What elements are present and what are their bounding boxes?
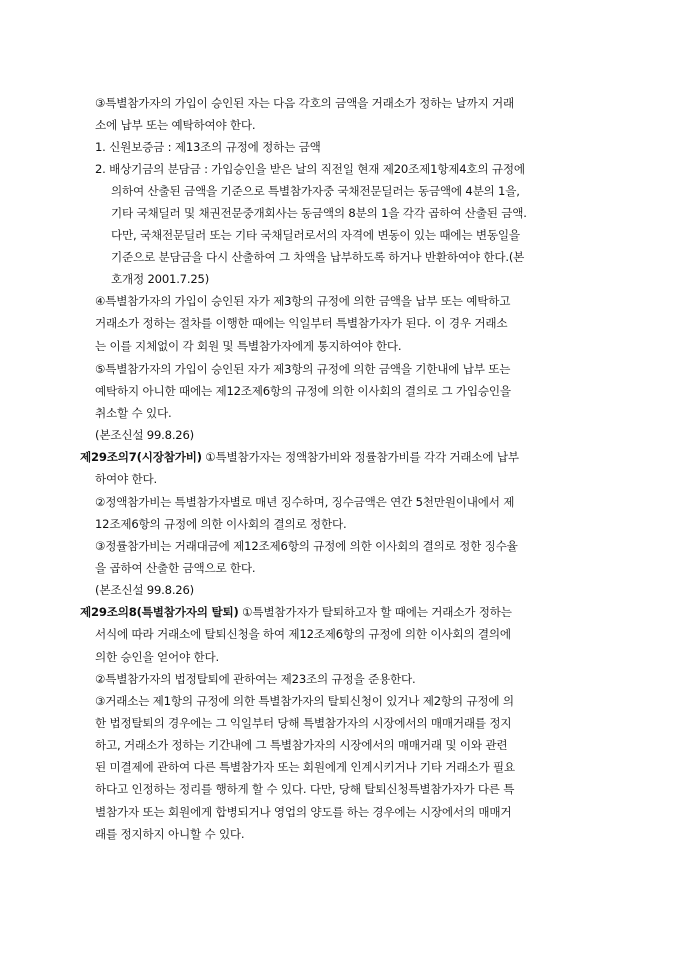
text-line: 별참가자 또는 회원에게 합병되거나 영업의 양도를 하는 경우에는 시장에서의 매매거	[95, 805, 512, 819]
text-line: 한 법정탈퇴의 경우에는 그 익일부터 당해 특별참가자의 시장에서의 매매거래를 정지	[95, 716, 512, 730]
text-line: 거래소가 정하는 절차를 이행한 때에는 익일부터 특별참가자가 된다. 이 경우 거래소	[95, 316, 508, 330]
text-line: (본조신설 99.8.26)	[95, 428, 194, 442]
text-line: 기타 국채딜러 및 채권전문중개회사는 동금액의 8분의 1을 각각 곱하여 산출된 금액.	[111, 206, 527, 220]
text-line: 12조제6항의 규정에 의한 이사회의 결의로 정한다.	[95, 517, 347, 531]
text-line: 하여야 한다.	[95, 472, 157, 486]
text-line: 예탁하지 아니한 때에는 제12조제6항의 규정에 의한 이사회의 결의로 그 가입승인을	[95, 384, 511, 398]
article-heading: 제29조의8(특별참가자의 탈퇴)	[80, 605, 239, 619]
article-text: ①특별참가자는 정액참가비와 정률참가비를 각각 거래소에 납부	[205, 450, 519, 464]
text-line: ④특별참가자의 가입이 승인된 자가 제3항의 규정에 의한 금액을 납부 또는 예탁하고	[95, 294, 511, 308]
text-line: ②특별참가자의 법정탈퇴에 관하여는 제23조의 규정을 준용한다.	[95, 672, 416, 686]
text-line: 의하여 산출된 금액을 기준으로 특별참가자중 국채전문딜러는 동금액에 4분의 1을,	[111, 184, 520, 198]
text-line: 을 곱하여 산출한 금액으로 한다.	[95, 561, 256, 575]
text-line: 취소할 수 있다.	[95, 406, 172, 420]
text-line: 래를 정지하지 아니할 수 있다.	[95, 827, 245, 841]
article-line	[80, 449, 519, 465]
text-line: 다만, 국채전문딜러 또는 기타 국채딜러로서의 자격에 변동이 있는 때에는 변동일을	[111, 228, 520, 242]
text-line: (본조신설 99.8.26)	[95, 583, 194, 597]
text-line: ③특별참가자의 가입이 승인된 자는 다음 각호의 금액을 거래소가 정하는 날까지 거래	[95, 96, 515, 110]
text-line: 기준으로 분담금을 다시 산출하여 그 차액을 납부하도록 하거나 반환하여야 한다.(본	[111, 250, 525, 264]
article-heading: 제29조의7(시장참가비)	[80, 450, 202, 464]
text-line: 호개정 2001.7.25)	[111, 272, 210, 286]
article-text: ①특별참가자가 탈퇴하고자 할 때에는 거래소가 정하는	[242, 605, 512, 619]
text-line: 2. 배상기금의 분담금 : 가입승인을 받은 날의 직전일 현재 제20조제1항제4호의 규정에	[95, 162, 525, 176]
text-line: 하다고 인정하는 정리를 행하게 할 수 있다. 다만, 당해 탈퇴신청특별참가자가 다른 특	[95, 782, 515, 796]
article-line	[80, 604, 512, 620]
text-line: 하고, 거래소가 정하는 기간내에 그 특별참가자의 시장에서의 매매거래 및 이와 관련	[95, 738, 508, 752]
text-line: ⑤특별참가자의 가입이 승인된 자가 제3항의 규정에 의한 금액을 기한내에 납부 또는	[95, 362, 511, 376]
text-line: 된 미결제에 관하여 다른 특별참가자 또는 회원에게 인계시키거나 기타 거래소가 필요	[95, 760, 515, 774]
text-line: 의한 승인을 얻어야 한다.	[95, 650, 219, 664]
text-line: ③정률참가비는 거래대금에 제12조제6항의 규정에 의한 이사회의 결의로 정한 징수율	[95, 539, 518, 553]
text-line: ②정액참가비는 특별참가자별로 매년 징수하며, 징수금액은 연간 5천만원이내에서 제	[95, 495, 515, 509]
text-line: 1. 신원보증금 : 제13조의 규정에 정하는 금액	[95, 140, 321, 154]
text-line: 는 이를 지체없이 각 회원 및 특별참가자에게 통지하여야 한다.	[95, 339, 402, 353]
text-line: 소에 납부 또는 예탁하여야 한다.	[95, 118, 256, 132]
text-line: 서식에 따라 거래소에 탈퇴신청을 하여 제12조제6항의 규정에 의한 이사회의 결의에	[95, 627, 511, 641]
text-line: ③거래소는 제1항의 규정에 의한 특별참가자의 탈퇴신청이 있거나 제2항의 규정에 의	[95, 694, 514, 708]
